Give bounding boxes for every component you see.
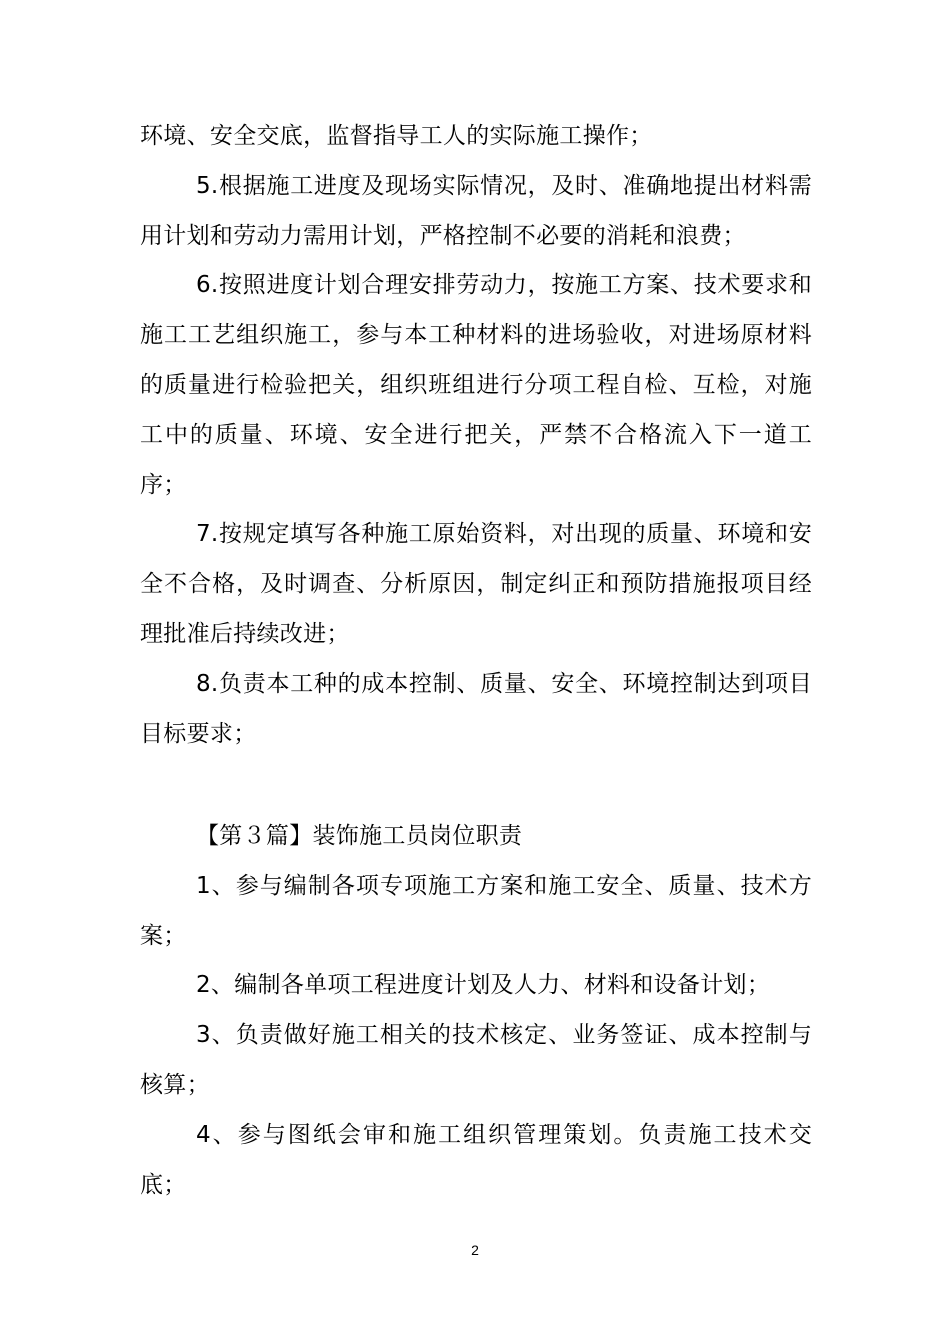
- section-3-item-4: 4、参与图纸会审和施工组织管理策划。负责施工技术交底；: [140, 1121, 812, 1198]
- page-number: 2: [471, 1242, 479, 1258]
- section-3-item-2: 2、编制各单项工程进度计划及人力、材料和设备计划；: [196, 972, 771, 999]
- paragraph-item-8: 8.负责本工种的成本控制、质量、安全、环境控制达到项目目标要求；: [140, 670, 812, 747]
- section-3: [140, 812, 812, 1210]
- paragraph-item-6: 6.按照进度计划合理安排劳动力，按施工方案、技术要求和施工工艺组织施工，参与本工种材料的进场验收，对进场原材料的质量进行检验把关，组织班组进行分项工程自检、互检，对施工中的质量、环境、安全进行把关，严禁不合格流入下一道工序；: [140, 272, 812, 498]
- paragraph-continued-4: 环境、安全交底，监督指导工人的实际施工操作；: [140, 123, 653, 149]
- section-3-item-3: 3、负责做好施工相关的技术核定、业务签证、成本控制与核算；: [140, 1022, 812, 1098]
- section-continued: [140, 112, 812, 759]
- section-3-heading: 【第３篇】装饰施工员岗位职责: [196, 823, 523, 849]
- paragraph-item-7: 7.按规定填写各种施工原始资料，对出现的质量、环境和安全不合格，及时调查、分析原因，制定纠正和预防措施报项目经理批准后持续改进；: [140, 521, 812, 647]
- section-3-item-1: 1、参与编制各项专项施工方案和施工安全、质量、技术方案；: [140, 872, 812, 949]
- paragraph-item-5: 5.根据施工进度及现场实际情况，及时、准确地提出材料需用计划和劳动力需用计划，严格控制不必要的消耗和浪费；: [140, 172, 812, 249]
